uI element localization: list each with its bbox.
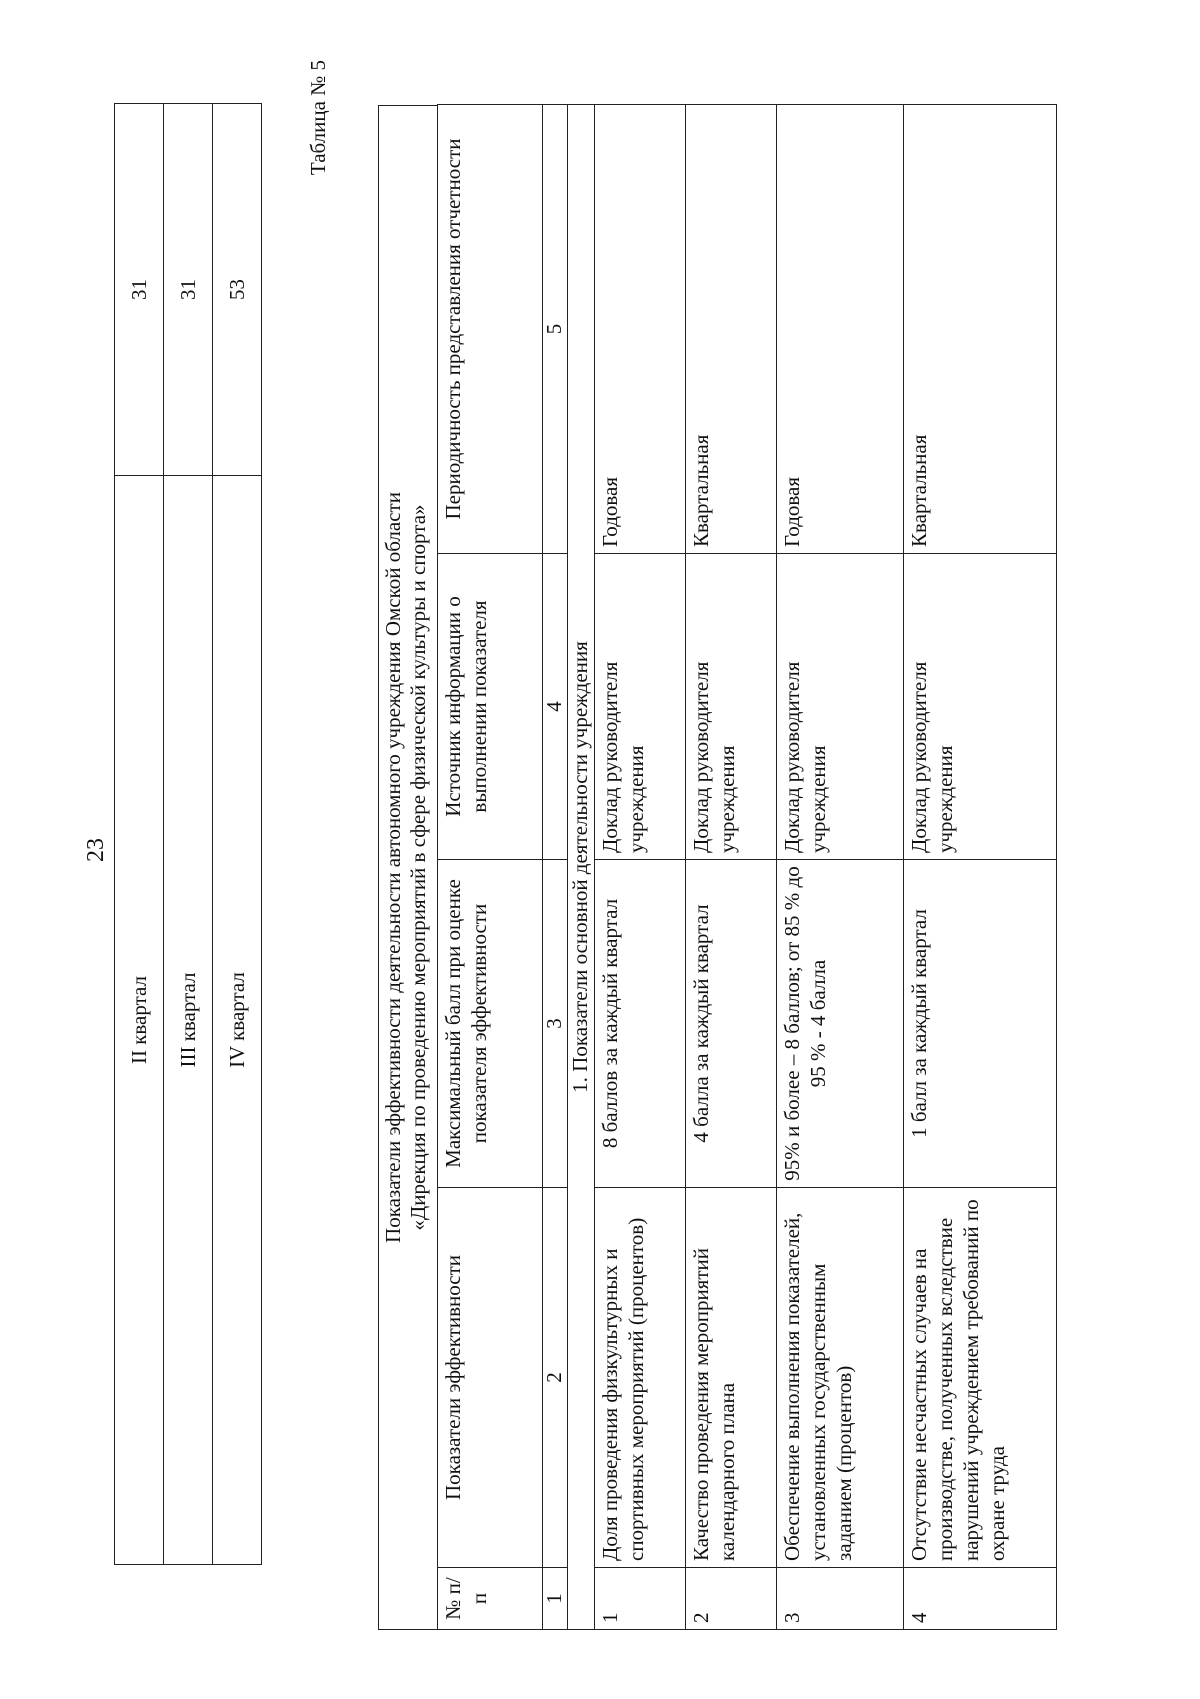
column-number-row bbox=[543, 105, 568, 1630]
table-row bbox=[213, 104, 262, 1565]
header-cell: Источник информации о выполнении показателя bbox=[438, 554, 543, 860]
source-cell: Доклад руководителя учреждения bbox=[777, 554, 904, 860]
max-score-cell: 1 балл за каждый квартал bbox=[904, 860, 1057, 1188]
max-score-cell: 8 баллов за каждый квартал bbox=[595, 860, 686, 1188]
row-number: 4 bbox=[904, 1568, 1057, 1630]
row-number: 3 bbox=[777, 1568, 904, 1630]
table-row bbox=[904, 105, 1057, 1630]
page-number: 23 bbox=[83, 838, 109, 862]
max-score-cell: 4 балла за каждый квартал bbox=[686, 860, 777, 1188]
efficiency-table bbox=[378, 105, 1057, 1630]
quarter-value: 53 bbox=[213, 104, 262, 476]
table-title-line: «Дирекция по проведению мероприятий в сфере физической культуры и спорта» bbox=[406, 504, 430, 1231]
table-row bbox=[686, 105, 777, 1630]
header-row bbox=[438, 105, 543, 1630]
row-number: 1 bbox=[595, 1568, 686, 1630]
table-title-line: Показатели эффективности деятельности автономного учреждения Омской области bbox=[381, 492, 405, 1243]
column-number: 3 bbox=[543, 860, 568, 1188]
header-cell: № п/п bbox=[438, 1568, 543, 1630]
quarter-label: IV квартал bbox=[213, 476, 262, 1565]
table-row bbox=[115, 104, 164, 1565]
quarter-label: III квартал bbox=[164, 476, 213, 1565]
indicator-cell: Качество проведения мероприятий календарного плана bbox=[686, 1188, 777, 1568]
table-row bbox=[777, 105, 904, 1630]
quarter-label: II квартал bbox=[115, 476, 164, 1565]
quarter-value: 31 bbox=[115, 104, 164, 476]
source-cell: Доклад руководителя учреждения bbox=[686, 554, 777, 860]
quarters-table bbox=[114, 103, 262, 1565]
period-cell: Квартальная bbox=[686, 105, 777, 554]
source-cell: Доклад руководителя учреждения bbox=[904, 554, 1057, 860]
section-row bbox=[568, 105, 595, 1630]
quarter-value: 31 bbox=[164, 104, 213, 476]
column-number: 1 bbox=[543, 1568, 568, 1630]
period-cell: Квартальная bbox=[904, 105, 1057, 554]
source-cell: Доклад руководителя учреждения bbox=[595, 554, 686, 860]
max-score-cell: 95% и более – 8 баллов; от 85 % до 95 % - 4 балла bbox=[777, 860, 904, 1188]
table-row bbox=[595, 105, 686, 1630]
period-cell: Годовая bbox=[777, 105, 904, 554]
table-caption: Таблица № 5 bbox=[306, 60, 330, 176]
table-title bbox=[378, 105, 437, 1630]
section-title: 1. Показатели основной деятельности учреждения bbox=[568, 105, 595, 1630]
period-cell: Годовая bbox=[595, 105, 686, 554]
column-number: 2 bbox=[543, 1188, 568, 1568]
indicator-cell: Доля проведения физкультурных и спортивных мероприятий (процентов) bbox=[595, 1188, 686, 1568]
column-number: 5 bbox=[543, 105, 568, 554]
header-cell: Периодичность представления отчетности bbox=[438, 105, 543, 554]
header-cell: Показатели эффективности bbox=[438, 1188, 543, 1568]
indicator-cell: Обеспечение выполнения показателей, установленных государственным заданием (процентов) bbox=[777, 1188, 904, 1568]
indicator-cell: Отсутствие несчастных случаев на производстве, полученных вследствие нарушений учреждением требований по охране труда bbox=[904, 1188, 1057, 1568]
header-cell: Максимальный балл при оценке показателя эффективности bbox=[438, 860, 543, 1188]
table-row bbox=[164, 104, 213, 1565]
column-number: 4 bbox=[543, 554, 568, 860]
row-number: 2 bbox=[686, 1568, 777, 1630]
